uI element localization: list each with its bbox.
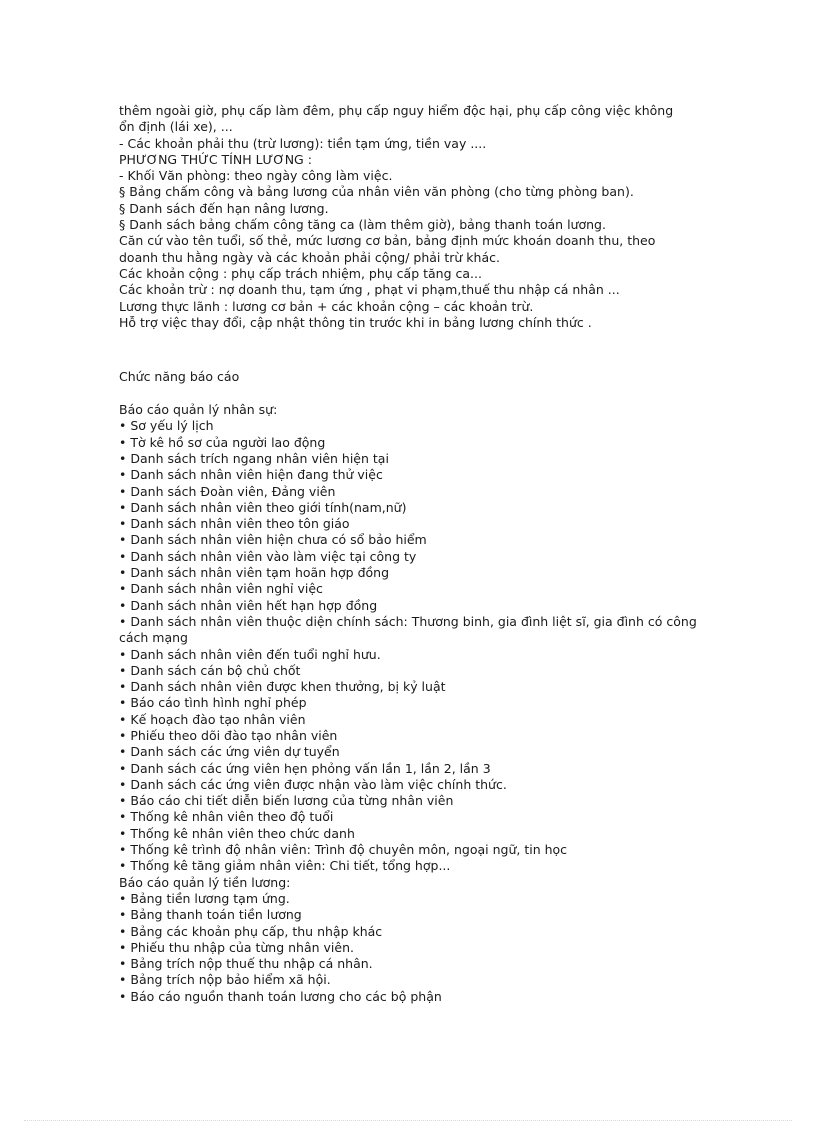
list-item: • Danh sách nhân viên thuộc diện chính sách: Thương binh, gia đình liệt sĩ, gia đình có công cách mạng xyxy=(119,614,719,647)
report-heading: Chức năng báo cáo xyxy=(119,369,240,385)
payroll-report-title: Báo cáo quản lý tiền lương: xyxy=(119,874,291,890)
text-line: Hỗ trợ việc thay đổi, cập nhật thông tin trước khi in bảng lương chính thức . xyxy=(119,314,592,330)
list-item: • Danh sách nhân viên theo tôn giáo xyxy=(119,516,719,532)
spacer xyxy=(119,353,719,369)
list-item: • Bảng các khoản phụ cấp, thu nhập khác xyxy=(119,924,719,940)
text-line: thêm ngoài giờ, phụ cấp làm đêm, phụ cấp nguy hiểm độc hại, phụ cấp công việc không xyxy=(119,103,674,118)
list-item: • Danh sách nhân viên hết hạn hợp đồng xyxy=(119,598,719,614)
list-item: • Danh sách nhân viên nghỉ việc xyxy=(119,581,719,597)
hr-report-list xyxy=(119,418,719,874)
list-item: • Danh sách nhân viên hiện chưa có sổ bảo hiểm xyxy=(119,532,719,548)
list-item: • Tờ kê hồ sơ của người lao động xyxy=(119,435,719,451)
list-item: • Danh sách các ứng viên được nhận vào làm việc chính thức. xyxy=(119,777,719,793)
list-item: • Báo cáo nguồn thanh toán lương cho các bộ phận xyxy=(119,989,719,1005)
list-item: • Danh sách các ứng viên dự tuyển xyxy=(119,744,719,760)
spacer xyxy=(119,386,719,402)
text-line: Các khoản trừ : nợ doanh thu, tạm ứng , phạt vi phạm,thuế thu nhập cá nhân ... xyxy=(119,282,620,298)
list-item: • Bảng tiền lương tạm ứng. xyxy=(119,891,719,907)
text-line: § Bảng chấm công và bảng lương của nhân viên văn phòng (cho từng phòng ban). xyxy=(119,184,634,200)
list-item: • Danh sách nhân viên tạm hoãn hợp đồng xyxy=(119,565,719,581)
list-item: • Thống kê nhân viên theo chức danh xyxy=(119,826,719,842)
hr-report-title: Báo cáo quản lý nhân sự: xyxy=(119,402,278,418)
list-item: • Danh sách nhân viên vào làm việc tại công ty xyxy=(119,549,719,565)
list-item: • Danh sách nhân viên hiện đang thử việc xyxy=(119,467,719,483)
list-item: • Danh sách cán bộ chủ chốt xyxy=(119,663,719,679)
list-item: • Báo cáo tình hình nghỉ phép xyxy=(119,695,719,711)
document-page xyxy=(119,103,719,1005)
list-item: • Kế hoạch đào tạo nhân viên xyxy=(119,712,719,728)
list-item: • Bảng trích nộp thuế thu nhập cá nhân. xyxy=(119,956,719,972)
text-line: Các khoản cộng : phụ cấp trách nhiệm, phụ cấp tăng ca... xyxy=(119,265,482,281)
list-item: • Báo cáo chi tiết diễn biến lương của từng nhân viên xyxy=(119,793,719,809)
list-item: • Thống kê trình độ nhân viên: Trình độ chuyên môn, ngoại ngữ, tin học xyxy=(119,842,719,858)
list-item: • Danh sách Đoàn viên, Đảng viên xyxy=(119,484,719,500)
list-item: • Danh sách các ứng viên hẹn phỏng vấn lần 1, lần 2, lần 3 xyxy=(119,761,719,777)
payroll-report-list xyxy=(119,891,719,1005)
list-item: • Thống kê tăng giảm nhân viên: Chi tiết, tổng hợp... xyxy=(119,858,719,874)
list-item: • Danh sách nhân viên được khen thưởng, bị kỷ luật xyxy=(119,679,719,695)
list-item: • Bảng thanh toán tiền lương xyxy=(119,907,719,923)
text-line: Lương thực lãnh : lương cơ bản + các khoản cộng – các khoản trừ. xyxy=(119,298,534,314)
list-item: • Sơ yếu lý lịch xyxy=(119,418,719,434)
text-line: § Danh sách bảng chấm công tăng ca (làm thêm giờ), bảng thanh toán lương. xyxy=(119,217,606,233)
list-item: • Danh sách nhân viên theo giới tính(nam,nữ) xyxy=(119,500,719,516)
list-item: • Phiếu thu nhập của từng nhân viên. xyxy=(119,940,719,956)
spacer xyxy=(119,331,719,353)
list-item: • Danh sách trích ngang nhân viên hiện tại xyxy=(119,451,719,467)
text-line: - Các khoản phải thu (trừ lương): tiền tạm ứng, tiền vay .... xyxy=(119,135,487,151)
salary-calculation-section xyxy=(119,103,719,331)
page-bottom-divider xyxy=(24,1120,792,1121)
text-line: doanh thu hằng ngày và các khoản phải cộng/ phải trừ khác. xyxy=(119,249,500,265)
text-line: PHƯƠNG THỨC TÍNH LƯƠNG : xyxy=(119,151,312,167)
text-line: § Danh sách đến hạn nâng lương. xyxy=(119,200,329,216)
list-item: • Thống kê nhân viên theo độ tuổi xyxy=(119,809,719,825)
list-item: • Phiếu theo dõi đào tạo nhân viên xyxy=(119,728,719,744)
list-item: • Danh sách nhân viên đến tuổi nghỉ hưu. xyxy=(119,647,719,663)
list-item: • Bảng trích nộp bảo hiểm xã hội. xyxy=(119,972,719,988)
text-line: - Khối Văn phòng: theo ngày công làm việc. xyxy=(119,168,393,184)
text-line: ổn định (lái xe), ... xyxy=(119,119,233,135)
text-line: Căn cứ vào tên tuổi, số thẻ, mức lương cơ bản, bảng định mức khoán doanh thu, theo xyxy=(119,233,656,249)
